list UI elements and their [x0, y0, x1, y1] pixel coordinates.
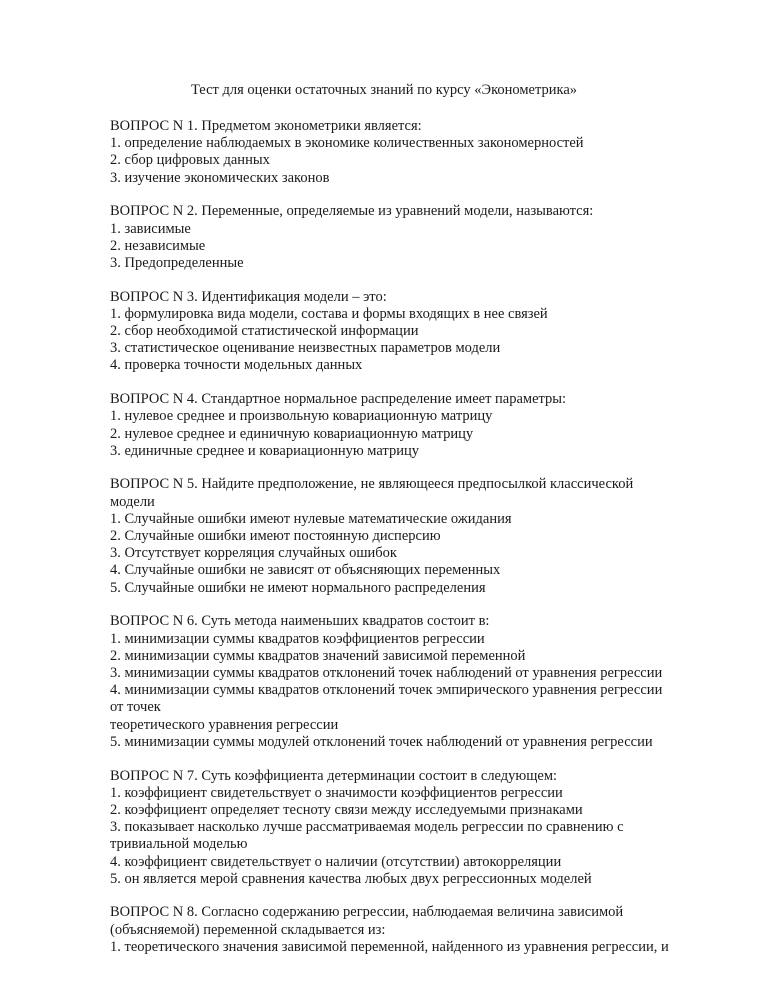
- answer-option: 2. коэффициент определяет тесноту связи между исследуемыми признаками: [110, 801, 583, 818]
- answer-option: 2. сбор необходимой статистической информации: [110, 323, 419, 340]
- answer-option: 1. Случайные ошибки имеют нулевые математические ожидания: [110, 510, 512, 527]
- answer-option-continuation: тривиальной моделью: [110, 836, 248, 853]
- answer-option: 3. Отсутствует корреляция случайных ошибок: [110, 545, 397, 562]
- question-heading: ВОПРОС N 5. Найдите предположение, не являющееся предпосылкой классической: [110, 476, 634, 493]
- answer-option: 2. минимизации суммы квадратов значений зависимой переменной: [110, 647, 526, 664]
- question-1: [110, 118, 720, 187]
- question-heading: ВОПРОС N 4. Стандартное нормальное распределение имеет параметры:: [110, 391, 567, 408]
- answer-option: 1. коэффициент свидетельствует о значимости коэффициентов регрессии: [110, 784, 563, 801]
- question-heading-continuation: (объясняемой) переменной складывается из:: [110, 921, 386, 938]
- answer-option: 3. Предопределенные: [110, 254, 244, 271]
- question-heading-continuation: модели: [110, 493, 155, 510]
- question-heading: ВОПРОС N 3. Идентификация модели – это:: [110, 288, 387, 305]
- document-title: Тест для оценки остаточных знаний по курсу «Эконометрика»: [190, 82, 578, 98]
- answer-option: 1. минимизации суммы квадратов коэффициентов регрессии: [110, 630, 485, 647]
- answer-option-continuation: теоретического уравнения регрессии: [110, 716, 339, 733]
- answer-option: 1. определение наблюдаемых в экономике количественных закономерностей: [110, 135, 584, 152]
- question-heading: ВОПРОС N 6. Суть метода наименьших квадратов состоит в:: [110, 613, 490, 630]
- answer-option: 2. независимые: [110, 237, 206, 254]
- answer-option: 3. минимизации суммы квадратов отклонений точек наблюдений от уравнения регрессии: [110, 664, 663, 681]
- answer-option: 5. Случайные ошибки не имеют нормального распределения: [110, 579, 486, 596]
- answer-option: 3. изучение экономических законов: [110, 169, 330, 186]
- question-5: [110, 476, 720, 596]
- test-body: [110, 118, 720, 973]
- answer-option: 4. коэффициент свидетельствует о наличии (отсутствии) автокорреляции: [110, 853, 562, 870]
- answer-option: 3. статистическое оценивание неизвестных параметров модели: [110, 340, 501, 357]
- answer-option: 3. показывает насколько лучше рассматриваемая модель регрессии по сравнению с: [110, 819, 624, 836]
- answer-option: 5. минимизации суммы модулей отклонений точек наблюдений от уравнения регрессии: [110, 733, 653, 750]
- question-7: [110, 768, 720, 888]
- answer-option: 1. формулировка вида модели, состава и формы входящих в нее связей: [110, 305, 548, 322]
- question-heading: ВОПРОС N 2. Переменные, определяемые из уравнений модели, называются:: [110, 203, 594, 220]
- question-3: [110, 289, 720, 375]
- answer-option: 1. теоретического значения зависимой переменной, найденного из уравнения регрессии, и: [110, 938, 669, 955]
- answer-option: 4. проверка точности модельных данных: [110, 357, 363, 374]
- answer-option: 2. сбор цифровых данных: [110, 152, 270, 169]
- answer-option: 5. он является мерой сравнения качества любых двух регрессионных моделей: [110, 870, 592, 887]
- answer-option: 1. зависимые: [110, 220, 191, 237]
- question-heading: ВОПРОС N 7. Суть коэффициента детерминации состоит в следующем:: [110, 767, 558, 784]
- answer-option: 2. Случайные ошибки имеют постоянную дисперсию: [110, 528, 441, 545]
- question-4: [110, 391, 720, 460]
- answer-option: 4. минимизации суммы квадратов отклонений точек эмпирического уравнения регрессии: [110, 682, 663, 699]
- question-heading: ВОПРОС N 8. Согласно содержанию регрессии, наблюдаемая величина зависимой: [110, 904, 624, 921]
- answer-option: 2. нулевое среднее и единичную ковариационную матрицу: [110, 425, 474, 442]
- answer-option: 3. единичные среднее и ковариационную матрицу: [110, 442, 419, 459]
- question-heading: ВОПРОС N 1. Предметом эконометрики является:: [110, 118, 422, 134]
- question-8: [110, 904, 720, 956]
- answer-option: 1. нулевое среднее и произвольную ковариационную матрицу: [110, 408, 493, 425]
- question-2: [110, 203, 720, 272]
- question-6: [110, 613, 720, 751]
- answer-option-continuation: от точек: [110, 699, 161, 716]
- answer-option: 4. Случайные ошибки не зависят от объясняющих переменных: [110, 562, 501, 579]
